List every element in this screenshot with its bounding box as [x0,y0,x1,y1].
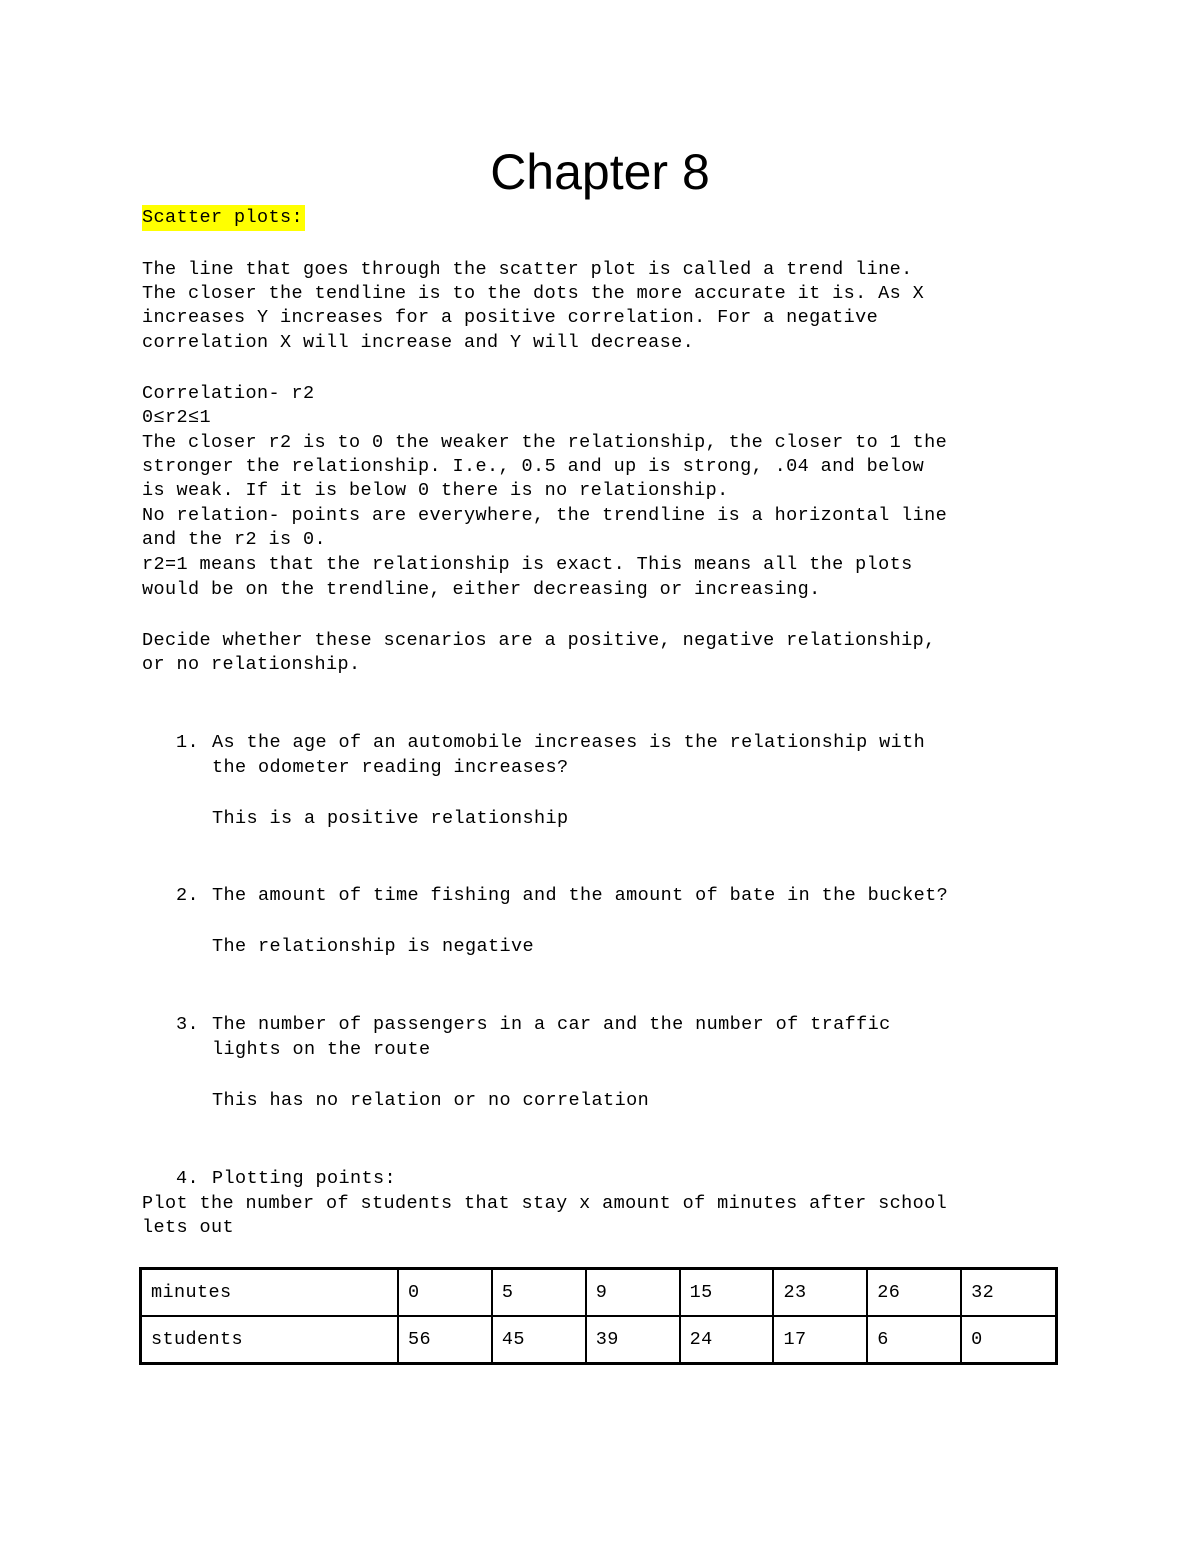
table-cell: 5 [492,1269,586,1317]
question-text: The number of passengers in a car and the number of traffic [212,1014,891,1035]
table-cell: 0 [398,1269,492,1317]
intro-line: increases Y increases for a positive correlation. For a negative [142,307,879,328]
question-text: lights on the route [212,1039,431,1060]
table-cell: 23 [773,1269,867,1317]
page-title: Chapter 8 [490,144,710,200]
answer-text: The relationship is negative [212,936,535,957]
question-number: 3. [176,1014,200,1035]
correlation-line: stronger the relationship. I.e., 0.5 and up is strong, .04 and below [142,456,925,477]
question-number: 1. [176,732,200,753]
answer-text: This has no relation or no correlation [212,1090,650,1111]
table-cell: 9 [586,1269,680,1317]
correlation-range: 0≤r2≤1 [142,407,212,428]
table-cell: 56 [398,1316,492,1364]
data-table [139,1267,1058,1365]
correlation-line: The closer r2 is to 0 the weaker the relationship, the closer to 1 the [142,432,948,453]
plot-instruction-line: lets out [142,1217,235,1238]
correlation-line: and the r2 is 0. [142,529,327,550]
question-number: 2. [176,885,200,906]
intro-line: The line that goes through the scatter plot is called a trend line. [142,259,913,280]
question-text: the odometer reading increases? [212,757,569,778]
table-cell: 0 [961,1316,1056,1364]
question-number: 4. [176,1168,200,1189]
correlation-line: is weak. If it is below 0 there is no relationship. [142,480,729,501]
table-cell: 45 [492,1316,586,1364]
section-heading-line [142,205,305,230]
answer-text: This is a positive relationship [212,808,569,829]
section-heading-highlight: Scatter plots: [142,205,305,231]
table-cell: 24 [680,1316,774,1364]
correlation-line: No relation- points are everywhere, the trendline is a horizontal line [142,505,948,526]
table-cell: 17 [773,1316,867,1364]
table-cell: 6 [867,1316,961,1364]
correlation-heading: Correlation- r2 [142,383,315,404]
row-header: students [141,1316,399,1364]
correlation-line: r2=1 means that the relationship is exact. This means all the plots [142,554,913,575]
table-cell: 32 [961,1269,1056,1317]
row-header: minutes [141,1269,399,1317]
intro-line: correlation X will increase and Y will decrease. [142,332,695,353]
table-row [141,1269,1057,1317]
intro-line: The closer the tendline is to the dots the more accurate it is. As X [142,283,925,304]
plot-instruction-line: Plot the number of students that stay x amount of minutes after school [142,1193,948,1214]
table-cell: 39 [586,1316,680,1364]
question-text: Plotting points: [212,1168,397,1189]
table-cell: 15 [680,1269,774,1317]
table-cell: 26 [867,1269,961,1317]
instructions-line: Decide whether these scenarios are a positive, negative relationship, [142,630,936,651]
instructions-line: or no relationship. [142,654,361,675]
table-row [141,1316,1057,1364]
correlation-line: would be on the trendline, either decreasing or increasing. [142,579,821,600]
question-text: As the age of an automobile increases is the relationship with [212,732,926,753]
question-text: The amount of time fishing and the amount of bate in the bucket? [212,885,949,906]
